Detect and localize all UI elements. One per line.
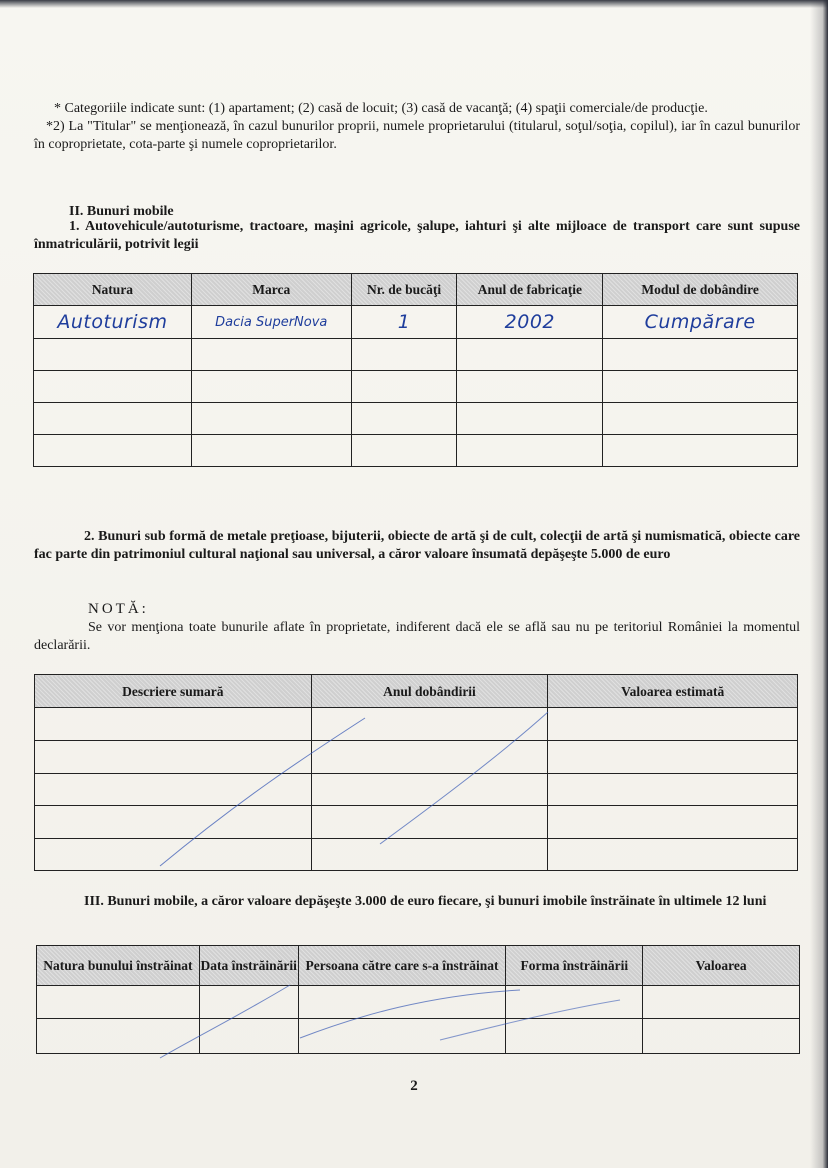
section-2-heading: II. Bunuri mobile [69,204,174,219]
table-row [34,371,798,403]
col-header-valoarea: Valoarea [643,946,800,986]
table-row [35,708,798,741]
scan-top-edge [0,0,828,8]
col-header-natura: Natura [34,274,192,306]
footnote-categories: * Categoriile indicate sunt: (1) apartament; (2) casă de locuit; (3) casă de vacanţă; (4) spaţii comerciale/de producţie. [54,101,708,116]
col-header-forma: Forma înstrăinării [506,946,643,986]
col-header-anul-dobandirii: Anul dobândirii [311,675,548,708]
col-header-marca: Marca [191,274,351,306]
col-header-data-instrainarii: Data înstrăinării [199,946,298,986]
footnote-block [34,100,800,154]
col-header-nr-bucati: Nr. de bucăţi [351,274,457,306]
table-header-row [37,946,800,986]
table-row [35,806,798,839]
footnote-titular: *2) La "Titular" se menţionează, în cazul bunurilor proprii, numele proprietarului (titularul, soţul/soţia, copilul), iar în cazul bunurilor în coproprietate, cota-parte şi numele coproprietarilor. [34,119,800,152]
page-number: 2 [410,1078,418,1094]
col-header-anul-fabricatie: Anul de fabricaţie [457,274,603,306]
cell-natura: Autoturism [34,306,192,339]
col-header-natura-bunului: Natura bunului înstrăinat [37,946,200,986]
cell-anul: 2002 [457,306,603,339]
table-row [34,306,798,339]
table-row [34,403,798,435]
table-row [35,741,798,774]
table-row [34,435,798,467]
nota-text: Se vor menţiona toate bunurile aflate în proprietate, indiferent dacă ele se află sau nu pe teritoriul României la momentul declarării. [34,620,800,653]
col-header-modul-dobandire: Modul de dobândire [603,274,798,306]
table-header-row [35,675,798,708]
table-row [34,339,798,371]
col-header-descriere: Descriere sumară [35,675,312,708]
table-row [35,774,798,806]
cell-marca: Dacia SuperNova [191,306,351,339]
section-2-subheading-1: 1. Autovehicule/autoturisme, tractoare, maşini agricole, şalupe, iahturi şi alte mijloace de transport care sunt supuse înmatriculării, potrivit legii [34,219,800,252]
col-header-persoana: Persoana către care s-a înstrăinat [298,946,506,986]
table-header-row [34,274,798,306]
table-row [37,1019,800,1054]
vehicles-table [33,273,798,467]
cell-nr-bucati: 1 [351,306,457,339]
section-2-subheading-2: 2. Bunuri sub formă de metale preţioase, bijuterii, obiecte de artă şi de cult, colecţii de artă şi numismatică, obiecte care fac parte din patrimoniul cultural naţional sau universal, a căror valoare însumată depăşeşte 5.000 de euro [34,529,800,562]
table-row [37,986,800,1019]
scan-right-edge [810,0,828,1168]
section-3-heading: III. Bunuri mobile, a căror valoare depăşeşte 3.000 de euro fiecare, şi bunuri imobile înstrăinate în ultimele 12 luni [84,894,767,909]
valuables-table [34,674,798,871]
cell-modul: Cumpărare [603,306,798,339]
alienated-goods-table [36,945,800,1054]
table-row [35,839,798,871]
nota-title: NOTĂ: [88,601,149,617]
col-header-valoarea-estimata: Valoarea estimată [548,675,798,708]
